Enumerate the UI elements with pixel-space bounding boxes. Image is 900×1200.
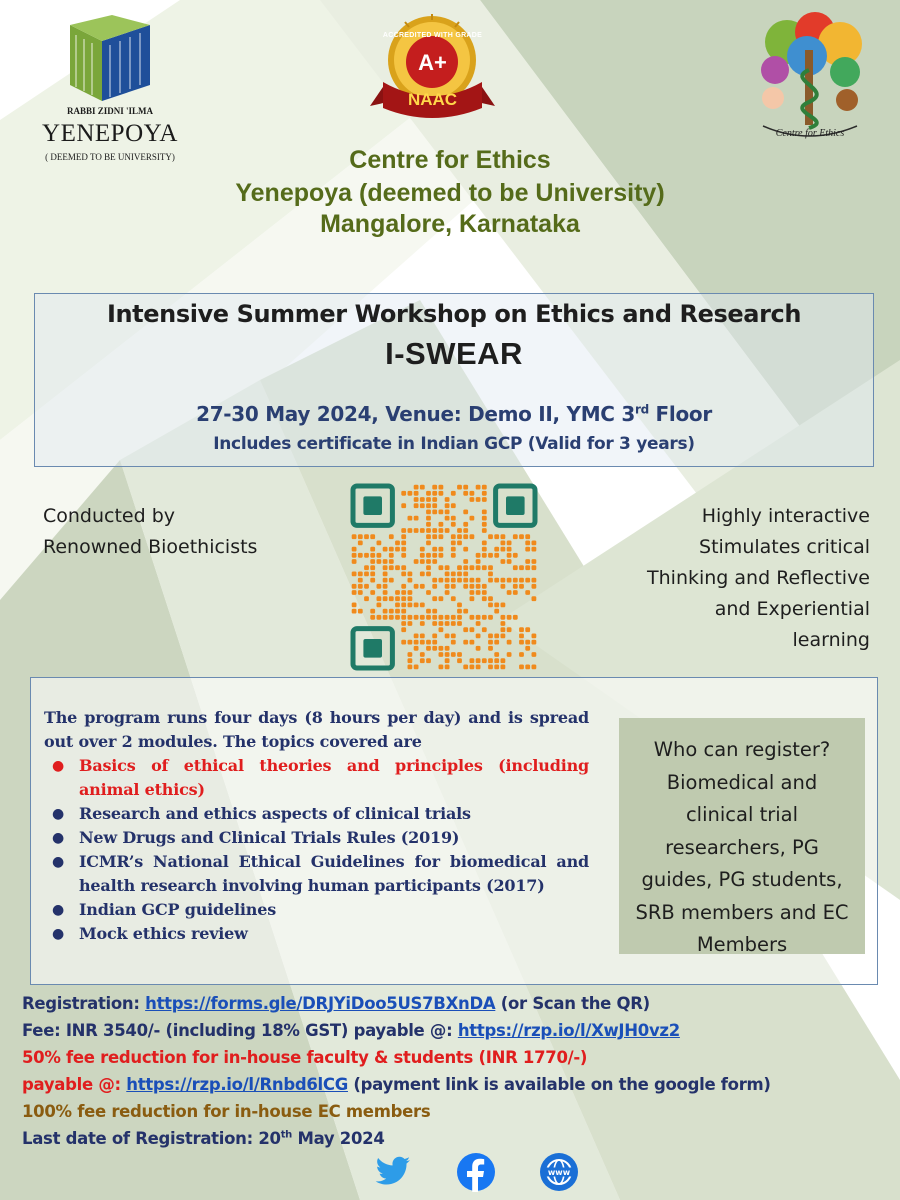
university-subtitle: ( DEEMED TO BE UNIVERSITY)	[45, 152, 175, 162]
ethics-logo-caption: Centre for Ethics	[775, 128, 845, 139]
fee-line	[22, 1021, 882, 1040]
registration-qr-code[interactable]	[344, 482, 544, 672]
bullet-icon: ●	[52, 926, 65, 942]
topics-list	[44, 754, 589, 946]
bullet-icon: ●	[52, 758, 65, 774]
naac-label: NAAC	[407, 90, 458, 109]
registration-note: (or Scan the QR)	[495, 994, 650, 1013]
feature-line-2: Stimulates critical	[699, 536, 870, 558]
who-line-5: SRB members and EC	[635, 900, 849, 924]
list-item	[44, 826, 589, 850]
feature-line-3: Thinking and Reflective	[647, 567, 870, 589]
registration-link[interactable]: https://forms.gle/DRJYiDoo5US7BXnDA	[145, 994, 496, 1013]
last-date-line	[22, 1129, 882, 1148]
date-venue-floor: Floor	[648, 402, 712, 426]
topic-text: Indian GCP guidelines	[79, 900, 276, 919]
list-item	[44, 922, 589, 946]
date-venue-text: 27-30 May 2024, Venue: Demo II, YMC 3	[196, 402, 635, 426]
centre-for-ethics-logo	[745, 10, 875, 150]
who-line-2: clinical trial	[685, 803, 799, 826]
header-university: Yenepoya (deemed to be University)	[235, 179, 665, 207]
bullet-icon: ●	[52, 806, 65, 822]
workshop-title: Intensive Summer Workshop on Ethics and Research	[106, 300, 802, 328]
yenepoya-shield-icon	[40, 15, 180, 107]
program-intro: The program runs four days (8 hours per day) and is spread out over 2 modules. The topics covered are	[44, 708, 589, 751]
date-venue-superscript: rd	[634, 402, 649, 417]
university-name: YENEPOYA	[42, 120, 178, 147]
program-box	[30, 677, 878, 985]
conducted-by	[43, 501, 333, 563]
list-item	[44, 754, 589, 802]
registration-line	[22, 994, 882, 1013]
payable-line	[22, 1075, 882, 1094]
fee-label: Fee: INR 3540/- (including 18% GST) payable @:	[22, 1021, 458, 1040]
payable-label: payable @:	[22, 1075, 127, 1094]
list-item	[44, 802, 589, 826]
registration-label: Registration:	[22, 994, 146, 1013]
features-list	[600, 501, 870, 656]
who-line-6: Members	[696, 933, 788, 956]
fee-reduction-50: 50% fee reduction for in-house faculty & students (INR 1770/-)	[22, 1048, 588, 1067]
feature-line-5: learning	[792, 629, 870, 651]
svg-text:www: www	[547, 1168, 571, 1177]
facebook-icon[interactable]	[456, 1152, 496, 1192]
workshop-certificate: Includes certificate in Indian GCP (Valid for 3 years)	[213, 434, 695, 454]
conducted-line-1: Conducted by	[43, 505, 176, 527]
who-can-register-text	[619, 734, 865, 962]
fee-payment-link[interactable]: https://rzp.io/l/XwJH0vz2	[457, 1021, 680, 1040]
qr-code-icon	[344, 482, 544, 672]
who-can-register-box	[619, 718, 865, 954]
naac-grade: A+	[418, 50, 447, 75]
university-motto: RABBI ZIDNI 'ILMA	[66, 106, 153, 116]
workshop-acronym: I-SWEAR	[385, 336, 523, 371]
topic-text: Mock ethics review	[79, 924, 248, 943]
topic-text: ICMR’s National Ethical Guidelines for biomedical and health research involving human participants (2017)	[79, 852, 589, 895]
who-line-4: guides, PG students,	[641, 868, 843, 891]
topic-text: Basics of ethical theories and principles (including animal ethics)	[79, 756, 589, 799]
header-location: Mangalore, Karnataka	[320, 210, 580, 238]
who-line-1: Biomedical and	[666, 770, 818, 794]
twitter-icon[interactable]	[372, 1152, 412, 1192]
bullet-icon: ●	[52, 902, 65, 918]
feature-line-4: and Experiential	[714, 598, 870, 620]
topic-text: Research and ethics aspects of clinical trials	[79, 804, 471, 823]
fee-reduction-100: 100% fee reduction for in-house EC members	[22, 1102, 431, 1121]
list-item	[44, 898, 589, 922]
topic-text: New Drugs and Clinical Trials Rules (2019)	[79, 828, 460, 847]
header-centre: Centre for Ethics	[349, 146, 551, 174]
list-item	[44, 850, 589, 898]
workshop-box	[34, 293, 874, 467]
conducted-line-2: Renowned Bioethicists	[43, 536, 258, 558]
bullet-icon: ●	[52, 830, 65, 846]
who-title: Who can register?	[653, 738, 831, 761]
last-date-text: Last date of Registration: 20	[22, 1129, 281, 1148]
last-date-month: May 2024	[292, 1129, 385, 1148]
bullet-icon: ●	[52, 854, 65, 870]
feature-line-1: Highly interactive	[701, 505, 870, 527]
who-line-3: researchers, PG	[665, 835, 819, 859]
last-date-superscript: th	[280, 1129, 293, 1141]
payable-note: (payment link is available on the google form)	[347, 1075, 771, 1094]
website-globe-icon[interactable]	[539, 1152, 579, 1192]
naac-accredited-text: ACCREDITED WITH GRADE	[382, 32, 483, 39]
naac-badge	[365, 10, 500, 120]
workshop-date-venue	[35, 402, 873, 426]
reduced-payment-link[interactable]: https://rzp.io/l/Rnbd6lCG	[126, 1075, 348, 1094]
